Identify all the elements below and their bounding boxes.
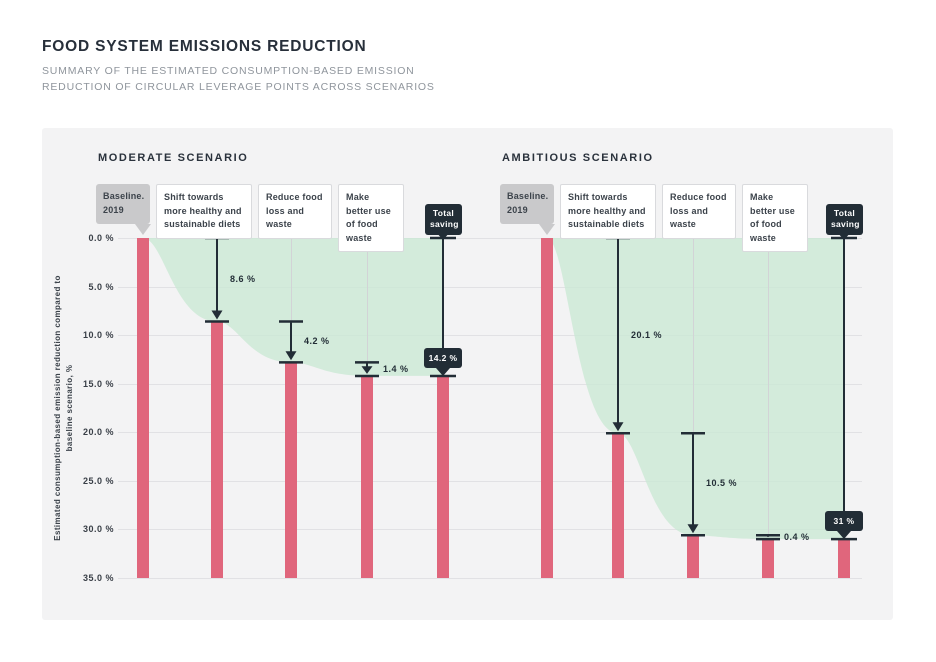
tick-label: 5.0 % — [88, 281, 114, 292]
label-box-step-2: Reduce food loss and waste — [258, 184, 332, 239]
label-box-step-1: Shift towards more healthy and sustainable diets — [560, 184, 656, 239]
arrow-head — [688, 524, 699, 533]
page-title: FOOD SYSTEM EMISSIONS REDUCTION — [42, 38, 367, 55]
y-axis-label-line1: Estimated consumption-based emission reduction compared to — [53, 275, 62, 541]
arrow-head — [286, 351, 297, 360]
label-box-baseline: Baseline. 2019 — [96, 184, 150, 224]
scenario-title-moderate: MODERATE SCENARIO — [98, 152, 249, 164]
label-box-step-1: Shift towards more healthy and sustainable diets — [156, 184, 252, 239]
page-subtitle-line1: SUMMARY OF THE ESTIMATED CONSUMPTION-BASED EMISSION — [42, 65, 415, 77]
tick-label: 30.0 % — [82, 524, 114, 535]
delta-label: 10.5 % — [706, 478, 738, 489]
label-box-step-2: Reduce food loss and waste — [662, 184, 736, 239]
delta-label: 1.4 % — [383, 364, 409, 375]
arrow-head — [362, 366, 373, 374]
delta-label: 20.1 % — [631, 329, 663, 340]
label-box-baseline-tail — [135, 224, 151, 235]
label-box-total-tail — [837, 232, 851, 240]
y-axis-label-line2: baseline scenario, % — [65, 364, 74, 452]
scenario-title-ambitious: AMBITIOUS SCENARIO — [502, 152, 654, 164]
total-value-badge-tail — [436, 368, 450, 376]
total-value-badge: 31 % — [825, 511, 863, 531]
label-box-total-tail — [436, 232, 450, 240]
total-value-badge: 14.2 % — [424, 348, 462, 368]
tick-label: 20.0 % — [82, 427, 114, 438]
total-value-badge-tail — [837, 531, 851, 539]
label-box-step-3: Make better use of food waste — [742, 184, 808, 252]
tick-label: 0.0 % — [88, 233, 114, 243]
label-box-baseline: Baseline. 2019 — [500, 184, 554, 224]
label-box-baseline-tail — [539, 224, 555, 235]
tick-label: 35.0 % — [82, 573, 114, 583]
delta-label: 0.4 % — [784, 532, 810, 543]
label-box-step-3: Make better use of food waste — [338, 184, 404, 252]
label-box-total: Total saving — [425, 204, 462, 235]
delta-label: 8.6 % — [230, 273, 256, 284]
label-box-total: Total saving — [826, 204, 863, 235]
arrow-head — [212, 311, 223, 320]
tick-label: 25.0 % — [82, 475, 114, 486]
tick-label: 15.0 % — [82, 378, 114, 389]
tick-label: 10.0 % — [82, 330, 114, 341]
delta-label: 4.2 % — [304, 335, 330, 346]
arrow-head — [613, 422, 624, 431]
page-subtitle-line2: REDUCTION OF CIRCULAR LEVERAGE POINTS ACROSS SCENARIOS — [42, 81, 435, 93]
